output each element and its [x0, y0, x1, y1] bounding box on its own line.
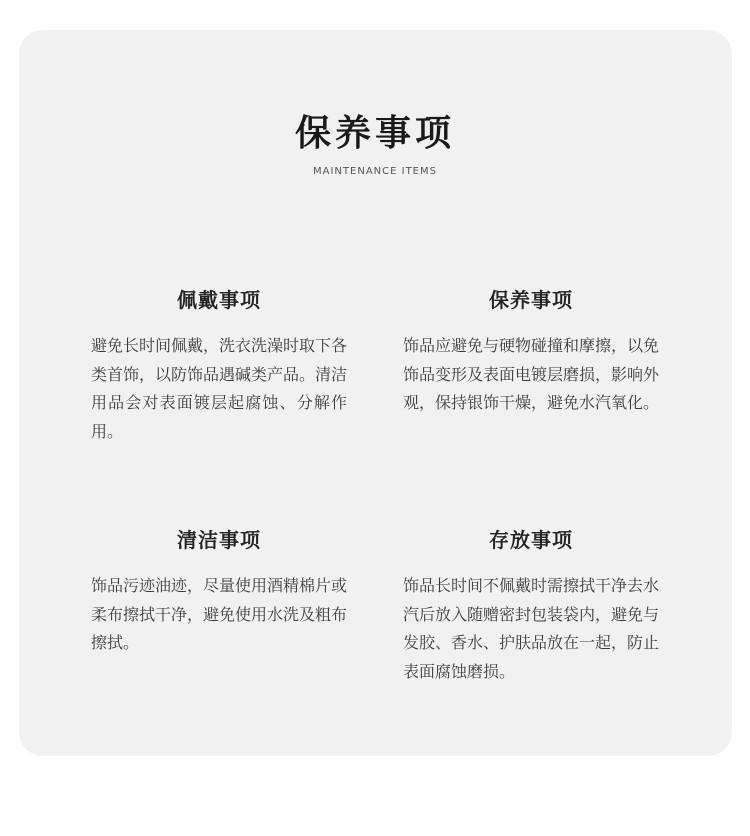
section-title-storage: 存放事项: [489, 528, 573, 552]
section-title-maintenance: 保养事项: [489, 288, 573, 312]
section-title-wearing: 佩戴事项: [177, 288, 261, 312]
section-body-storage: 饰品长时间不佩戴时需擦拭干净去水汽后放入随赠密封包装袋内，避免与发胶、香水、护肤品放在一起，防止表面腐蚀磨损。: [403, 576, 660, 681]
page-title: 保养事项: [294, 113, 455, 154]
section-maintenance: [403, 286, 659, 418]
section-body-maintenance: 饰品应避免与硬物碰撞和摩擦，以免饰品变形及表面电镀层磨损，影响外观，保持银饰干燥，避免水汽氧化。: [403, 336, 660, 412]
section-title-cleaning: 清洁事项: [177, 528, 261, 552]
page-subtitle: MAINTENANCE ITEMS: [313, 166, 437, 177]
section-wearing: [91, 286, 347, 446]
section-storage: [403, 526, 659, 686]
section-cleaning: [91, 526, 347, 658]
section-body-wearing: 避免长时间佩戴，洗衣洗澡时取下各类首饰，以防饰品遇碱类产品。清洁用品会对表面镀层起腐蚀、分解作用。: [91, 336, 348, 441]
section-body-cleaning: 饰品污迹油迹，尽量使用酒精棉片或柔布擦拭干净，避免使用水洗及粗布擦拭。: [91, 576, 348, 652]
